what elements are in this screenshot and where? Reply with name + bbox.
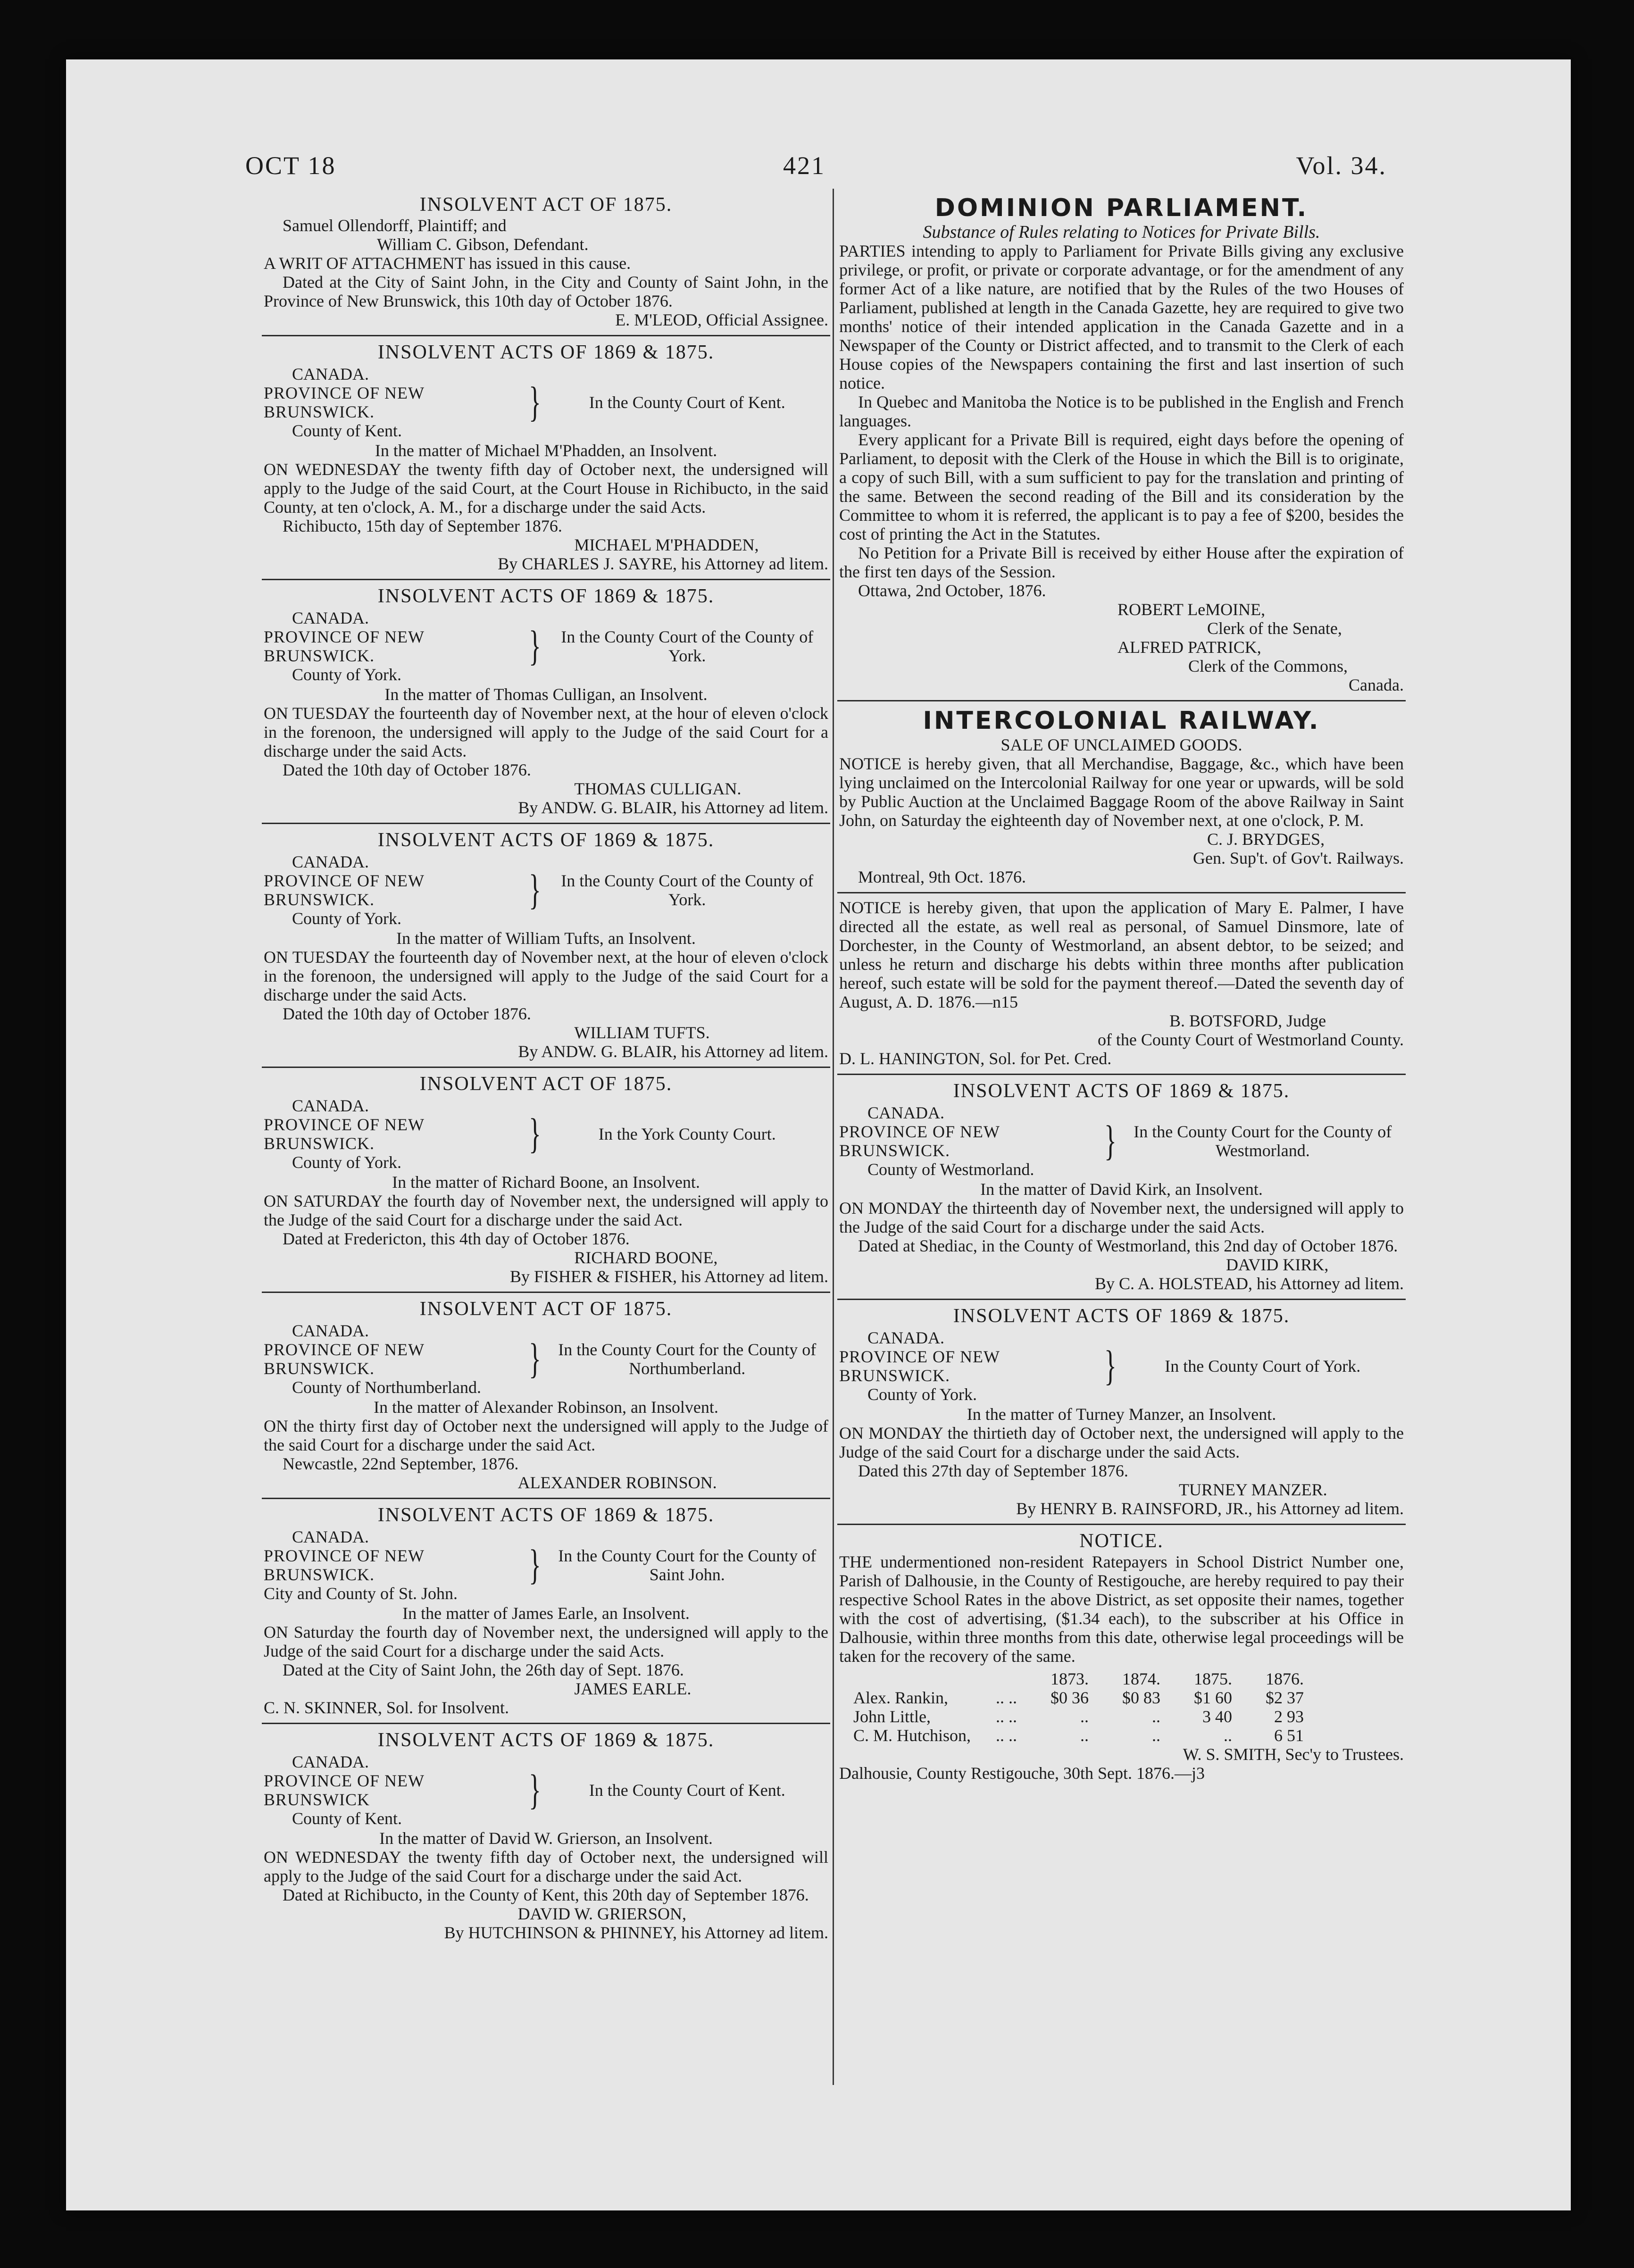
canada-label: CANADA. [292,1096,369,1115]
province-label: PROVINCE OF NEW BRUNSWICK. [264,627,425,665]
rate-cell: $0 83 [1122,1688,1160,1707]
notice-body: ON Saturday the fourth day of November next, the undersigned will apply to the Judge of the said Court for a discharge under the said Acts. [264,1623,828,1660]
court-heading [264,1321,828,1397]
leader-dots: .. .. [996,1707,1017,1726]
notice-body: Dated at the City of Saint John, in the City and County of Saint John, in the Province of New Brunswick, this 10th day of October 1876. [264,273,828,310]
attorney-line: By HENRY B. RAINSFORD, JR., his Attorney ad litem. [1016,1499,1404,1518]
issue-date: OCT 18 [245,151,336,180]
railway-title: INTERCOLONIAL RAILWAY. [923,707,1320,735]
court-heading [264,365,828,440]
left-column [262,189,830,1948]
court-name: In the County Court for the County of Westmorland. [1134,1122,1392,1160]
notice-manzer [837,1300,1406,1525]
brace-icon: } [528,1767,541,1813]
table-row [853,1726,1314,1745]
parliament-paragraph: In Quebec and Manitoba the Notice is to be published in the English and French languages. [839,392,1404,430]
railway-body: NOTICE is hereby given, that all Merchandise, Baggage, &c., which have been lying unclaimed on the Intercolonial Railway for one year or upwards, will be sold by Public Auction at the Unclaimed Baggage Room of the above Railway in Saint John, on Saturday the eighteenth day of November next, at one o'clock, P. M. [839,754,1404,830]
rates-table [853,1669,1314,1745]
matter-line: In the matter of Michael M'Phadden, an Insolvent. [375,441,717,460]
table-row [853,1707,1314,1726]
dated-line: Dated at Richibucto, in the County of Kent, this 20th day of September 1876. [283,1885,809,1904]
court-name: In the County Court of the County of York. [561,627,814,665]
court-name: In the County Court for the County of Northumberland. [558,1340,817,1378]
ratepayers-title: NOTICE. [1079,1530,1164,1552]
province-label: PROVINCE OF NEW BRUNSWICK. [264,1115,425,1153]
rate-cell: $1 60 [1194,1688,1232,1707]
insolvent-name: DAVID KIRK, [1226,1255,1329,1274]
dated-line: Dated at the City of Saint John, the 26th day of Sept. 1876. [283,1660,684,1679]
province-label: PROVINCE OF NEW BRUNSWICK. [839,1347,1000,1385]
county-label: County of York. [292,1153,402,1172]
notice-robinson [262,1293,830,1499]
canada-label: CANADA. [292,1752,369,1771]
rate-cell: .. [1080,1707,1089,1726]
brace-icon: } [1104,1117,1117,1164]
rate-cell: 3 40 [1202,1707,1232,1726]
attorney-line: By FISHER & FISHER, his Attorney ad litem. [509,1267,828,1286]
attorney-line: By C. A. HOLSTEAD, his Attorney ad litem. [1095,1274,1404,1293]
court-heading [264,1752,828,1828]
rate-cell: 2 93 [1274,1707,1304,1726]
dated-line: Dated at Fredericton, this 4th day of October 1876. [283,1229,630,1248]
parliament-subtitle: Substance of Rules relating to Notices for Private Bills. [923,222,1320,242]
dated-line: Dated the 10th day of October 1876. [283,760,531,779]
matter-line: In the matter of William Tufts, an Insolvent. [396,929,696,948]
assignee-signature: E. M'LEOD, Official Assignee. [615,310,828,329]
notice-title: INSOLVENT ACTS OF 1869 & 1875. [953,1305,1290,1327]
notice-mphadden [262,336,830,580]
judge-role: of the County Court of Westmorland County. [1097,1030,1404,1049]
right-column [837,189,1406,1788]
railway-notice [837,701,1406,893]
matter-line: In the matter of David W. Grierson, an Insolvent. [379,1829,713,1848]
matter-line: In the matter of Turney Manzer, an Insolvent. [967,1405,1276,1424]
table-row [853,1688,1314,1707]
court-heading [264,1096,828,1172]
matter-line: In the matter of David Kirk, an Insolvent. [980,1180,1263,1199]
province-label: PROVINCE OF NEW BRUNSWICK. [264,1546,425,1584]
commons-clerk-name: ALFRED PATRICK, [1117,638,1261,657]
province-label: PROVINCE OF NEW BRUNSWICK. [839,1122,1000,1160]
notice-title: INSOLVENT ACTS OF 1869 & 1875. [377,342,715,363]
insolvent-name: RICHARD BOONE, [574,1248,718,1267]
dated-line: Dated at Shediac, in the County of Westmorland, this 2nd day of October 1876. [858,1236,1398,1255]
parliament-paragraph: PARTIES intending to apply to Parliament for Private Bills giving any exclusive privilege, or profit, or private or corporate advantage, or for the amendment of any former Act of a like nature, are notified that by the Rules of the two Houses of Parliament, published at length in the Canada Gazette, hey are required to give two months' notice of their intended application in the Canada Gazette and in a Newspaper of the County or District affected, and to transmit to the Clerk of each House copies of the Newspapers containing the first and last insertion of such notice. [839,242,1404,392]
leader-dots: .. .. [996,1726,1017,1745]
country-label: Canada. [1349,675,1404,694]
court-name: In the County Court of the County of York. [561,871,814,909]
county-label: County of Kent. [292,421,402,440]
notice-title: INSOLVENT ACTS OF 1869 & 1875. [377,829,715,851]
canada-label: CANADA. [867,1103,945,1122]
province-label: PROVINCE OF NEW BRUNSWICK [264,1771,425,1809]
insolvent-name: THOMAS CULLIGAN. [574,779,742,798]
court-name: In the County Court of Kent. [589,393,785,412]
canada-label: CANADA. [292,609,369,627]
canada-label: CANADA. [292,852,369,871]
insolvent-name: MICHAEL M'PHADDEN, [574,535,759,554]
railway-subtitle: SALE OF UNCLAIMED GOODS. [1000,735,1242,754]
county-label: City and County of St. John. [264,1584,458,1603]
parliament-paragraph: No Petition for a Private Bill is received by either House after the expiration of the first ten days of the Session. [839,543,1404,581]
dated-line: Richibucto, 15th day of September 1876. [283,517,562,535]
attorney-line: By HUTCHINSON & PHINNEY, his Attorney ad litem. [444,1923,828,1942]
notice-culligan [262,580,830,824]
canada-label: CANADA. [292,1321,369,1340]
rate-cell: $2 37 [1266,1688,1304,1707]
ratepayer-name: Alex. Rankin, [853,1688,948,1707]
insolvent-name: JAMES EARLE. [574,1679,692,1698]
province-label: PROVINCE OF NEW BRUNSWICK. [264,871,425,909]
solicitor-line: D. L. HANINGTON, Sol. for Pet. Cred. [839,1049,1112,1068]
notice-earle [262,1499,830,1724]
railway-role: Gen. Sup't. of Gov't. Railways. [1193,849,1404,867]
county-label: County of York. [292,665,402,684]
rate-cell: .. [1080,1726,1089,1745]
canada-label: CANADA. [292,1527,369,1546]
notice-title: INSOLVENT ACTS OF 1869 & 1875. [953,1080,1290,1102]
judge-name: B. BOTSFORD, Judge [1169,1011,1326,1030]
court-heading [264,852,828,928]
year-header: 1876. [1266,1669,1304,1688]
notice-title: INSOLVENT ACTS OF 1869 & 1875. [377,585,715,607]
insolvent-name: DAVID W. GRIERSON, [517,1904,687,1923]
brace-icon: } [528,623,541,669]
dated-line: Dated this 27th day of September 1876. [858,1461,1128,1480]
senate-clerk-name: ROBERT LeMOINE, [1117,600,1266,619]
rate-cell: 6 51 [1274,1726,1304,1745]
matter-line: In the matter of James Earle, an Insolvent. [402,1604,690,1623]
brace-icon: } [528,379,541,425]
attorney-line: By ANDW. G. BLAIR, his Attorney ad litem. [518,1042,828,1061]
notice-title: INSOLVENT ACTS OF 1869 & 1875. [377,1504,715,1526]
notice-body: ON WEDNESDAY the twenty fifth day of October next, the undersigned will apply to the Judge of the said Court for a discharge under the said Act. [264,1848,828,1885]
volume-number: Vol. 34. [1296,151,1387,180]
attorney-line: By ANDW. G. BLAIR, his Attorney ad litem. [518,798,828,817]
court-name: In the York County Court. [598,1125,776,1143]
brace-icon: } [528,867,541,913]
province-label: PROVINCE OF NEW BRUNSWICK. [264,384,425,421]
dated-line: Ottawa, 2nd October, 1876. [858,581,1046,600]
court-name: In the County Court for the County of Saint John. [558,1546,817,1584]
year-header: 1873. [1050,1669,1089,1688]
trustee-signature: W. S. SMITH, Sec'y to Trustees. [1183,1745,1404,1764]
notice-title: INSOLVENT ACTS OF 1869 & 1875. [377,1729,715,1751]
writ-line: A WRIT OF ATTACHMENT has issued in this cause. [264,254,631,273]
county-label: County of York. [292,909,402,928]
court-name: In the County Court of Kent. [589,1781,785,1800]
dated-line: Dated the 10th day of October 1876. [283,1004,531,1023]
county-label: County of Westmorland. [867,1160,1034,1179]
insolvent-name: TURNEY MANZER. [1179,1480,1327,1499]
canada-label: CANADA. [292,365,369,384]
court-heading [839,1328,1404,1404]
notice-body: ON TUESDAY the fourteenth day of November next, at the hour of eleven o'clock in the forenoon, the undersigned will apply to the Judge of the said Court for a discharge under the said Acts. [264,704,828,760]
dated-line: Dalhousie, County Restigouche, 30th Sept. 1876.—j3 [839,1764,1205,1783]
notice-body: ON TUESDAY the fourteenth day of November next, at the hour of eleven o'clock in the forenoon, the undersigned will apply to the Judge of the said Court for a discharge under the said Acts. [264,948,828,1004]
dated-line: Montreal, 9th Oct. 1876. [858,867,1026,886]
brace-icon: } [528,1110,541,1157]
ratepayer-name: John Little, [853,1707,931,1726]
rate-cell: $0 36 [1050,1688,1089,1707]
railway-signatory: C. J. BRYDGES, [1207,830,1325,849]
notice-boone [262,1068,830,1293]
parliament-paragraph: Every applicant for a Private Bill is required, eight days before the opening of Parliament, to deposit with the Clerk of the House in which the Bill is to originate, a copy of such Bill, with a sum sufficient to pay for the translation and printing of the same. Between the second reading of the Bill and its consideration by the Committee to whom it is referred, the applicant is to pay a fee of $200, besides the cost of printing the Act in the Statutes. [839,430,1404,543]
notice-ollendorff [262,189,830,336]
page-number: 421 [783,151,825,180]
canada-label: CANADA. [867,1328,945,1347]
notice-body: ON WEDNESDAY the twenty fifth day of October next, the undersigned will apply to the Judge of the said Court, at the Court House in Richibucto, in the said County, at ten o'clock, A. M., for a discharge under the said Acts. [264,460,828,517]
county-label: County of Kent. [292,1809,402,1828]
leader-dots: .. .. [996,1688,1017,1707]
province-label: PROVINCE OF NEW BRUNSWICK. [264,1340,425,1378]
brace-icon: } [528,1542,541,1588]
rates-header-row [853,1669,1314,1688]
notice-title: INSOLVENT ACT OF 1875. [419,194,673,216]
matter-line: In the matter of Thomas Culligan, an Insolvent. [384,685,708,704]
notice-grierson [262,1724,830,1948]
notice-title: INSOLVENT ACT OF 1875. [419,1073,673,1095]
party-line: William C. Gibson, Defendant. [377,235,589,254]
notice-tufts [262,824,830,1068]
commons-clerk-title: Clerk of the Commons, [1188,657,1348,675]
dated-line: Newcastle, 22nd September, 1876. [283,1454,519,1473]
court-heading [264,1527,828,1603]
attorney-line: By CHARLES J. SAYRE, his Attorney ad litem. [498,554,828,573]
year-header: 1875. [1194,1669,1232,1688]
county-label: County of York. [867,1385,977,1404]
court-heading [264,609,828,684]
party-line: Samuel Ollendorff, Plaintiff; and [283,216,507,235]
palmer-notice [837,893,1406,1075]
parliament-title: DOMINION PARLIAMENT. [934,194,1309,222]
court-name: In the County Court of York. [1165,1357,1361,1376]
matter-line: In the matter of Alexander Robinson, an Insolvent. [374,1398,718,1417]
parliament-notice [837,189,1406,701]
court-heading [839,1103,1404,1179]
brace-icon: } [528,1335,541,1382]
ratepayer-name: C. M. Hutchison, [853,1726,971,1745]
notice-body: ON MONDAY the thirtieth day of October next, the undersigned will apply to the Judge of the said Court for a discharge under the said Acts. [839,1424,1404,1461]
notice-kirk [837,1075,1406,1300]
matter-line: In the matter of Richard Boone, an Insolvent. [392,1173,700,1192]
county-label: County of Northumberland. [292,1378,481,1397]
insolvent-name: ALEXANDER ROBINSON. [517,1473,717,1492]
insolvent-name: WILLIAM TUFTS. [574,1023,710,1042]
senate-clerk-title: Clerk of the Senate, [1207,619,1342,638]
column-divider [833,189,834,2085]
notice-body: ON MONDAY the thirteenth day of November next, the undersigned will apply to the Judge of the said Court for a discharge under the said Acts. [839,1199,1404,1236]
notice-title: INSOLVENT ACT OF 1875. [419,1298,673,1320]
palmer-body: NOTICE is hereby given, that upon the application of Mary E. Palmer, I have directed all the estate, as well real as personal, of Samuel Dinsmore, late of Dorchester, in the County of Westmorland, an absent debtor, to be seized; and unless he return and discharge his debts within three months after publication hereof, such estate will be sold for the payment thereof.—Dated the seventh day of August, A. D. 1876.—n15 [839,898,1404,1011]
rate-cell: .. [1152,1726,1160,1745]
solicitor-line: C. N. SKINNER, Sol. for Insolvent. [264,1698,509,1717]
year-header: 1874. [1122,1669,1160,1688]
rate-cell: .. [1224,1726,1232,1745]
brace-icon: } [1104,1342,1117,1389]
notice-body: ON SATURDAY the fourth day of November next, the undersigned will apply to the Judge of the said Court for a discharge under the said Act. [264,1192,828,1229]
notice-body: ON the thirty first day of October next the undersigned will apply to the Judge of the said Court for a discharge under the said Act. [264,1417,828,1454]
ratepayers-body: THE undermentioned non-resident Ratepayers in School District Number one, Parish of Dalhousie, in the County of Restigouche, are hereby required to pay their respective School Rates in the above District, as set opposite their names, together with the cost of advertising, ($1.34 each), to the subscriber at his Office in Dalhousie, within three months from this date, otherwise legal proceedings will be taken for the recovery of the same. [839,1552,1404,1666]
ratepayers-notice [837,1525,1406,1788]
rate-cell: .. [1152,1707,1160,1726]
